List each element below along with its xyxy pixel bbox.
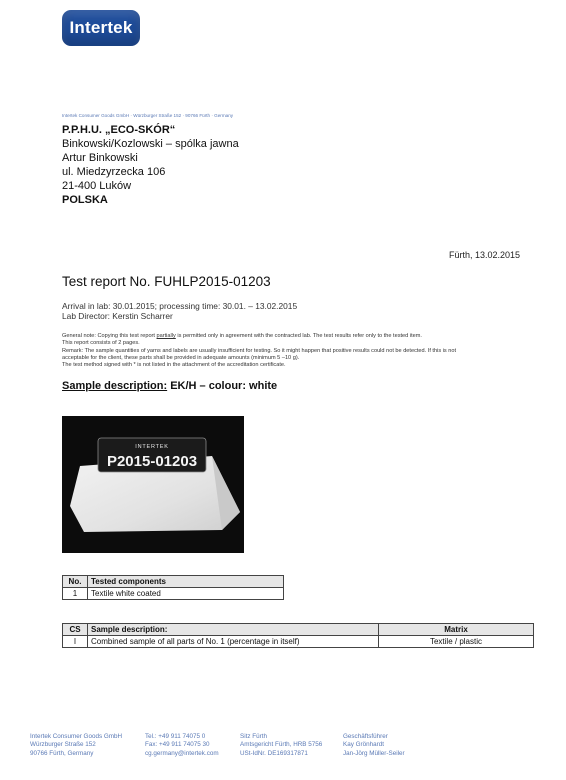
plate-code: P2015-01203 (106, 453, 198, 470)
footer-line: Jan-Jörg Müller-Seiler (343, 749, 405, 757)
remark-line-1: Remark: The sample quantities of yarns and labels are usually insufficient for testing. So it might happen that positive results could not be detected. If this is not (62, 347, 457, 354)
general-note (62, 333, 532, 340)
intertek-logo (62, 10, 140, 46)
recipient-name: P.P.H.U. „ECO-SKÓR“ (62, 124, 176, 136)
sample-description-label: Sample description: (62, 380, 168, 392)
recipient-country: POLSKA (62, 194, 108, 206)
general-notes (62, 333, 532, 369)
footer-line: Tel.: +49 911 74075 0 (145, 733, 206, 740)
method-note: The test method signed with * is not listed in the attachment of the accreditation certificate. (62, 362, 286, 369)
col-cs: CS (63, 624, 88, 636)
sample-photo-graphic (62, 416, 244, 553)
footer-line: Würzburger Straße 152 (30, 741, 96, 749)
pages-note: This report consists of 2 pages. (62, 340, 140, 347)
recipient-line-2: Artur Binkowski (62, 152, 138, 164)
remark-line-2: acceptable for the client, these parts shall be provided in adequate amounts (minimum 5 –10 g). (62, 354, 300, 361)
footer-company (30, 733, 122, 758)
cell-cs: I (63, 636, 88, 648)
cell-description: Combined sample of all parts of No. 1 (percentage in itself) (88, 636, 379, 648)
col-sample-description: Sample description: (88, 624, 379, 636)
recipient-address (62, 123, 239, 207)
general-note-partially: partially (156, 333, 176, 339)
sample-description-value: EK/H – colour: white (170, 380, 278, 392)
recipient-line-1: Binkowski/Kozlowski – spólka jawna (62, 138, 239, 150)
table-row (63, 636, 534, 648)
lab-director: Lab Director: Kerstin Scharrer (62, 311, 173, 321)
report-date: Fürth, 13.02.2015 (449, 250, 521, 260)
sample-photo (62, 416, 244, 553)
cell-matrix: Textile / plastic (379, 636, 534, 648)
footer-management (343, 733, 405, 758)
general-note-a: General note: Copying this test report (62, 333, 157, 339)
footer-line: cg.germany@intertek.com (145, 749, 219, 757)
logo-text: Intertek (69, 18, 133, 37)
general-note-c: is permitted only in agreement with the contracted lab. The test results refer only to the tested item. (175, 333, 422, 339)
sender-address-line: Intertek Consumer Goods GmbH · Würzburger Straße 152 · 90766 Fürth · Germany (62, 113, 234, 118)
footer-line: 90766 Fürth, Germany (30, 749, 94, 757)
cell-component: Textile white coated (88, 588, 284, 600)
col-tested-components: Tested components (88, 576, 284, 588)
col-matrix: Matrix (379, 624, 534, 636)
table-header-row (63, 624, 534, 636)
recipient-line-4: 21-400 Luków (62, 180, 132, 192)
footer-line: Amtsgericht Fürth, HRB 5756 (240, 741, 323, 749)
table-row (63, 588, 284, 600)
cell-no: 1 (63, 588, 88, 600)
sample-description (62, 380, 277, 392)
col-no: No. (63, 576, 88, 588)
arrival-line: Arrival in lab: 30.01.2015; processing time: 30.01. – 13.02.2015 (62, 301, 298, 311)
footer-line: Kay Grönhardt (343, 741, 384, 749)
footer-line: Intertek Consumer Goods GmbH (30, 733, 123, 740)
recipient-line-3: ul. Miedzyrzecka 106 (62, 166, 166, 178)
footer-line: Sitz Fürth (240, 733, 267, 740)
combined-sample-table (62, 623, 534, 648)
table-header-row (63, 576, 284, 588)
footer-line: Fax: +49 911 74075 30 (145, 741, 210, 749)
arrival-info (62, 301, 297, 321)
footer-line: USt-IdNr. DE169317871 (240, 749, 308, 757)
tested-components-table (62, 575, 284, 600)
footer-registration (240, 733, 322, 758)
footer-contact (145, 733, 219, 758)
report-title: Test report No. FUHLP2015-01203 (62, 274, 271, 289)
footer-line: Geschäftsführer (343, 733, 388, 740)
plate-brand: INTERTEK (135, 444, 169, 450)
